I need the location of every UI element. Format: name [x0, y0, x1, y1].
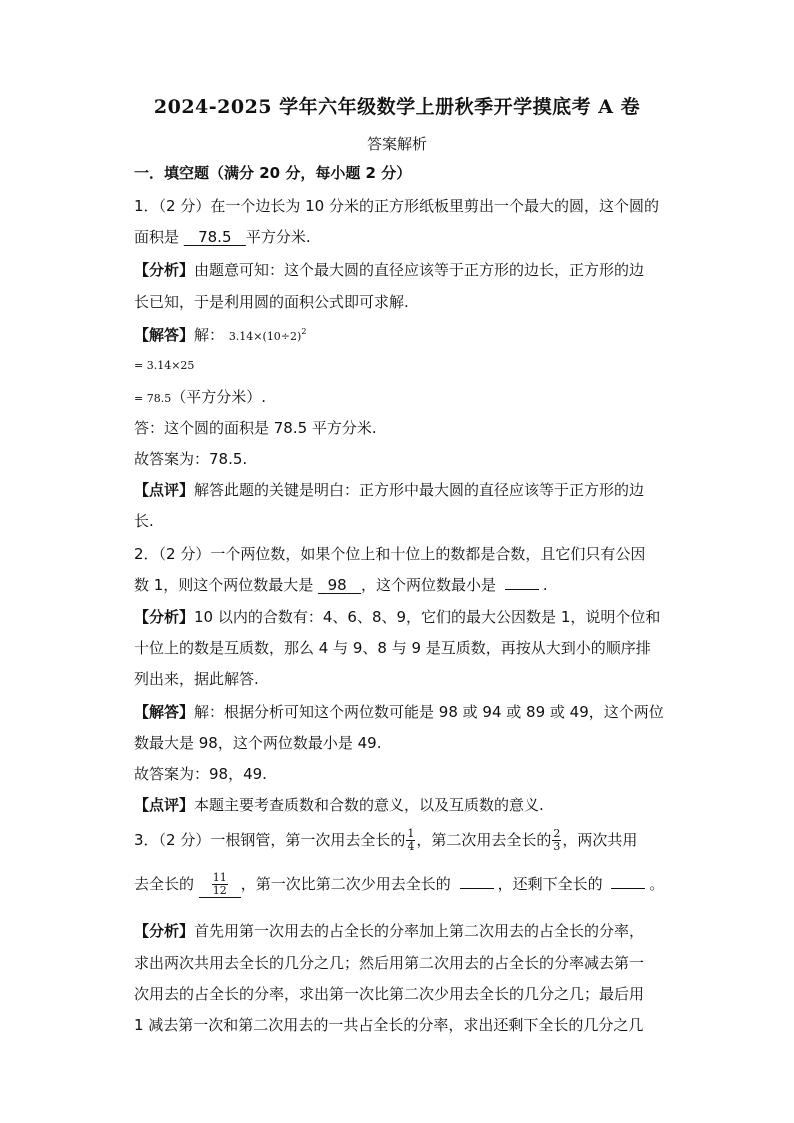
- q2-solution-line1: 【解答】解：根据分析可知这个两位数可能是 98 或 94 或 89 或 49，这个两位: [134, 703, 664, 721]
- q1-comment-line1: 【点评】解答此题的关键是明白：正方形中最大圆的直径应该等于正方形的边: [134, 481, 645, 499]
- q1-solution-line1: 【解答】解： $3.14\times(10\div 2)^2$: [134, 326, 307, 344]
- q1-solution-step3: = 78.5（平方分米）.: [134, 388, 266, 406]
- q2-blank: [505, 575, 539, 590]
- q3-fraction-2: $\frac{2}{3}$: [553, 827, 561, 853]
- comment-label: 【点评】: [134, 481, 195, 499]
- q1-text-line2: [134, 227, 311, 247]
- analysis-label: 【分析】: [134, 261, 195, 279]
- q1-text-prefix: 面积是: [134, 228, 184, 246]
- q3-blank-2: [611, 874, 645, 889]
- page-title: 2024-2025 学年六年级数学上册秋季开学摸底考 A 卷: [153, 96, 641, 118]
- q2-analysis-line2: 十位上的数是互质数，那么 4 与 9、8 与 9 是互质数，再按从大到小的顺序排: [134, 639, 651, 657]
- q3-analysis-line3: 次用去的占全长的分率，求出第一次比第二次少用去全长的几分之几；最后用: [134, 985, 645, 1003]
- q2-text-line1: 2．（2 分）一个两位数，如果个位上和十位上的数都是合数，且它们只有公因: [134, 545, 646, 563]
- q3-answer: $\frac{11}{12}$: [199, 872, 241, 898]
- q2-final-answer: 故答案为：98，49.: [134, 765, 267, 783]
- q2-analysis-line3: 列出来，据此解答.: [134, 670, 259, 688]
- q1-text-line1: 1．（2 分）在一个边长为 10 分米的正方形纸板里剪出一个最大的圆，这个圆的: [134, 197, 659, 215]
- q3-fraction-1: $\frac{1}{4}$: [407, 827, 415, 853]
- q3-text-line2: 去全长的 $\frac{11}{12}$ ，第一次比第二次少用去全长的 ，还剩下全长的 。: [134, 871, 665, 897]
- q1-final-answer: 故答案为：78.5.: [134, 450, 248, 468]
- q2-answer: 98: [327, 576, 347, 594]
- q2-analysis-line1: 【分析】10 以内的合数有：4、6、8、9，它们的最大公因数是 1，说明个位和: [134, 608, 661, 626]
- solution-label: 【解答】: [134, 326, 195, 344]
- q1-text-suffix: 平方分米.: [245, 228, 311, 246]
- q1-reply: 答：这个圆的面积是 78.5 平方分米.: [134, 419, 377, 437]
- q3-analysis-line1: 【分析】首先用第一次用去的占全长的分率加上第二次用去的占全长的分率，: [134, 922, 645, 940]
- q3-analysis-line4: 1 减去第一次和第二次用去的一共占全长的分率，求出还剩下全长的几分之几: [134, 1016, 644, 1034]
- q1-analysis-line2: 长已知，于是利用圆的面积公式即可求解.: [134, 293, 409, 311]
- page-subtitle: 答案解析: [366, 135, 427, 153]
- q2-solution-line2: 数最大是 98，这个两位数最小是 49.: [134, 734, 382, 752]
- q1-answer: 78.5: [198, 228, 232, 246]
- q3-text-line1: 3．（2 分）一根钢管，第一次用去全长的 $\frac{1}{4}$ ，第二次用去全长的 $\frac{2}{3}$ ，两次共用: [134, 827, 638, 853]
- q1-analysis-line1: 【分析】由题意可知：这个最大圆的直径应该等于正方形的边长，正方形的边: [134, 261, 645, 279]
- q1-solution-step2: = 3.14×25: [134, 359, 195, 372]
- q3-analysis-line2: 求出两次共用去全长的几分之几；然后用第二次用去的占全长的分率减去第一: [134, 954, 645, 972]
- section-heading: 一．填空题（满分 20 分，每小题 2 分）: [134, 164, 412, 182]
- q1-formula: 3.14×(10÷2): [228, 330, 302, 343]
- q3-blank-1: [460, 874, 494, 889]
- q2-comment: 【点评】本题主要考查质数和合数的意义，以及互质数的意义.: [134, 796, 544, 814]
- q2-text-line2: 数 1，则这个两位数最大是 98 ，这个两位数最小是 .: [134, 576, 548, 594]
- q1-comment-line2: 长.: [134, 512, 154, 530]
